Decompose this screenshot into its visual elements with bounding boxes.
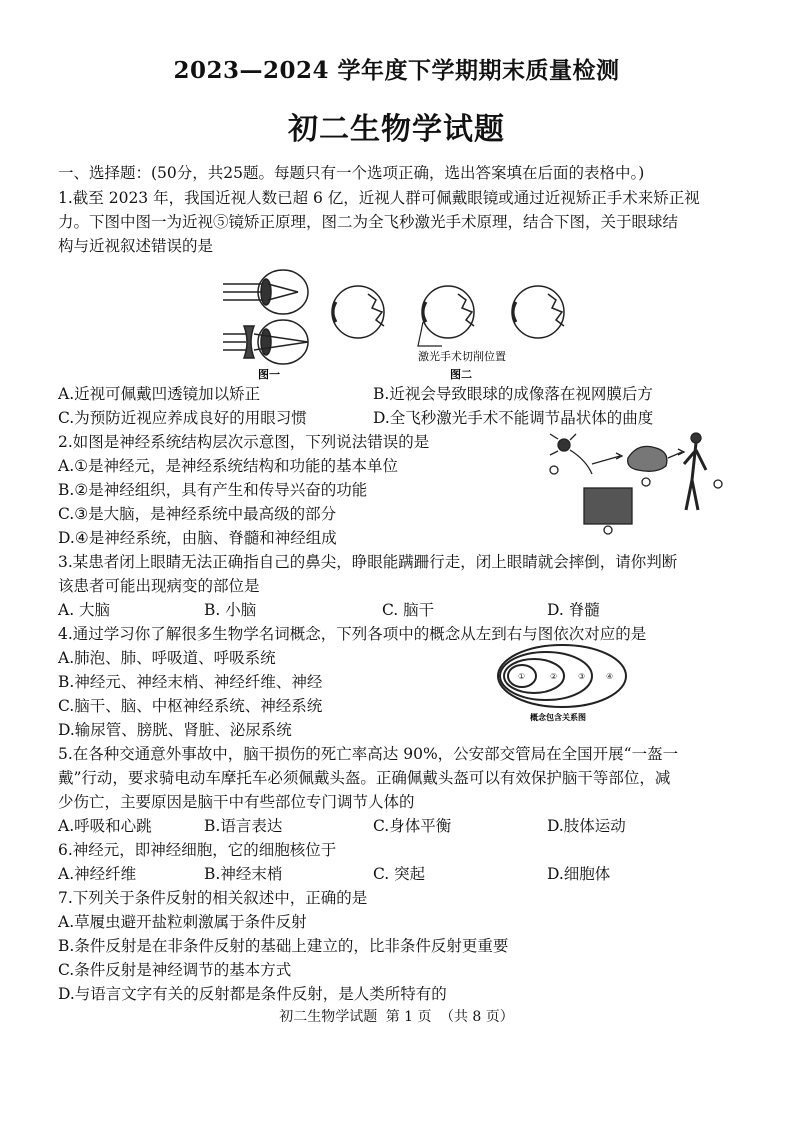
q5-option-d: D.肢体运动 — [547, 817, 626, 835]
subject-title: 初二生物学试题 — [288, 112, 505, 147]
human-body-drawing — [684, 433, 706, 510]
page-footer — [0, 1006, 793, 1026]
q5-option-b: B.语言表达 — [204, 817, 283, 835]
q3-option-b: B. 小脑 — [204, 601, 257, 619]
q6-line-1: 6.神经元，即神经细胞，它的细胞核位于 — [58, 841, 337, 859]
q3-line-2: 该患者可能出现病变的部位是 — [58, 577, 260, 595]
q2-line-1: 2.如图是神经系统结构层次示意图，下列说法错误的是 — [58, 433, 430, 451]
q6-option-a: A.神经纤维 — [58, 865, 137, 883]
q4-option-c: C.脑干、脑、中枢神经系统、神经系统 — [58, 697, 323, 715]
q3-line-1: 3.某患者闭上眼睛无法正确指自己的鼻尖，睁眼能蹒跚行走，闭上眼睛就会摔倒，请你判断 — [58, 553, 678, 571]
q4-option-b: B.神经元、神经末梢、神经纤维、神经 — [58, 673, 323, 691]
eye-after-surgery — [512, 286, 564, 338]
q2-option-d: D.④是神经系统，由脑、脊髓和神经组成 — [58, 529, 337, 547]
q2-option-b: B.②是神经组织，具有产生和传导兴奋的功能 — [58, 481, 368, 499]
q5-option-c: C.身体平衡 — [373, 817, 452, 835]
svg-text:②: ② — [550, 672, 558, 681]
q1-line-1: 1.截至 2023 年，我国近视人数已超 6 亿，近视人群可佩戴眼镜或通过近视矫正手术来矫正视 — [58, 189, 700, 207]
q5-option-a: A.呼吸和心跳 — [58, 817, 152, 835]
q4-line-1: 4.通过学习你了解很多生物学名词概念，下列各项中的概念从左到右与图依次对应的是 — [58, 625, 647, 643]
q6-option-d: D.细胞体 — [547, 865, 611, 883]
eye-correction-figure — [218, 262, 598, 382]
nerve-tissue-drawing — [584, 488, 632, 524]
q7-option-a: A.草履虫避开盐粒刺激属于条件反射 — [58, 913, 307, 931]
q7-option-d: D.与语言文字有关的反射都是条件反射，是人类所特有的 — [58, 985, 447, 1003]
q3-option-a: A. 大脑 — [58, 601, 111, 619]
q5-line-3: 少伤亡，主要原因是脑干中有些部位专门调节人体的 — [58, 793, 415, 811]
svg-text:①: ① — [518, 672, 526, 681]
laser-cut-label: 激光手术切削位置 — [418, 350, 506, 363]
footer-subject: 初二生物学试题 — [279, 1009, 378, 1025]
q1-option-c: C.为预防近视应养成良好的用眼习惯 — [58, 409, 307, 427]
eye-before-surgery — [332, 286, 384, 338]
q7-line-1: 7.下列关于条件反射的相关叙述中，正确的是 — [58, 889, 368, 907]
q6-option-c: C. 突起 — [373, 865, 426, 883]
section-heading: 一、选择题：(50分，共25题。每题只有一个选项正确，选出答案填在后面的表格中。) — [58, 164, 645, 182]
svg-text:③: ③ — [578, 672, 586, 681]
eye-diagram-bottom — [223, 320, 308, 364]
figure-caption: 概念包含关系图 — [530, 713, 586, 722]
q1-option-d: D.全飞秒激光手术不能调节晶状体的曲度 — [373, 409, 654, 427]
q6-option-b: B.神经末梢 — [204, 865, 283, 883]
q3-option-c: C. 脑干 — [382, 601, 435, 619]
q1-option-a: A.近视可佩戴凹透镜加以矫正 — [58, 385, 261, 403]
q4-option-d: D.输尿管、膀胱、肾脏、泌尿系统 — [58, 721, 292, 739]
q1-line-2: 力。下图中图一为近视⑤镜矫正原理，图二为全飞秒激光手术原理，结合下图，关于眼球结 — [58, 213, 679, 231]
footer-page: 第 1 页 — [385, 1009, 432, 1025]
concept-inclusion-figure — [494, 640, 634, 726]
neuron-drawing — [550, 434, 592, 474]
q5-line-1: 5.在各种交通意外事故中，脑干损伤的死亡率高达 90%，公安部交管局在全国开展“一盔一 — [58, 745, 679, 763]
q1-option-b: B.近视会导致眼球的成像落在视网膜后方 — [373, 385, 653, 403]
figure-1-label: 图一 — [258, 368, 280, 381]
eye-during-surgery — [422, 286, 474, 338]
q7-option-c: C.条件反射是神经调节的基本方式 — [58, 961, 292, 979]
svg-text:④: ④ — [606, 672, 614, 681]
brain-drawing — [628, 446, 667, 471]
q2-option-c: C.③是大脑，是神经系统中最高级的部分 — [58, 505, 337, 523]
figure-2-label: 图二 — [450, 368, 472, 381]
eye-diagram-top — [223, 270, 308, 314]
q2-option-a: A.①是神经元，是神经系统结构和功能的基本单位 — [58, 457, 399, 475]
q5-line-2: 戴”行动，要求骑电动车摩托车必须佩戴头盔。正确佩戴头盔可以有效保护脑干等部位，减 — [58, 769, 671, 787]
q4-option-a: A.肺泡、肺、呼吸道、呼吸系统 — [58, 649, 276, 667]
nervous-system-hierarchy-figure — [546, 430, 726, 540]
q7-option-b: B.条件反射是在非条件反射的基础上建立的，比非条件反射更重要 — [58, 937, 509, 955]
q1-line-3: 构与近视叙述错误的是 — [58, 237, 214, 255]
footer-total: （共 8 页） — [439, 1009, 514, 1025]
q3-option-d: D. 脊髓 — [547, 601, 600, 619]
exam-title: 2023—2024 学年度下学期期末质量检测 — [173, 57, 620, 84]
